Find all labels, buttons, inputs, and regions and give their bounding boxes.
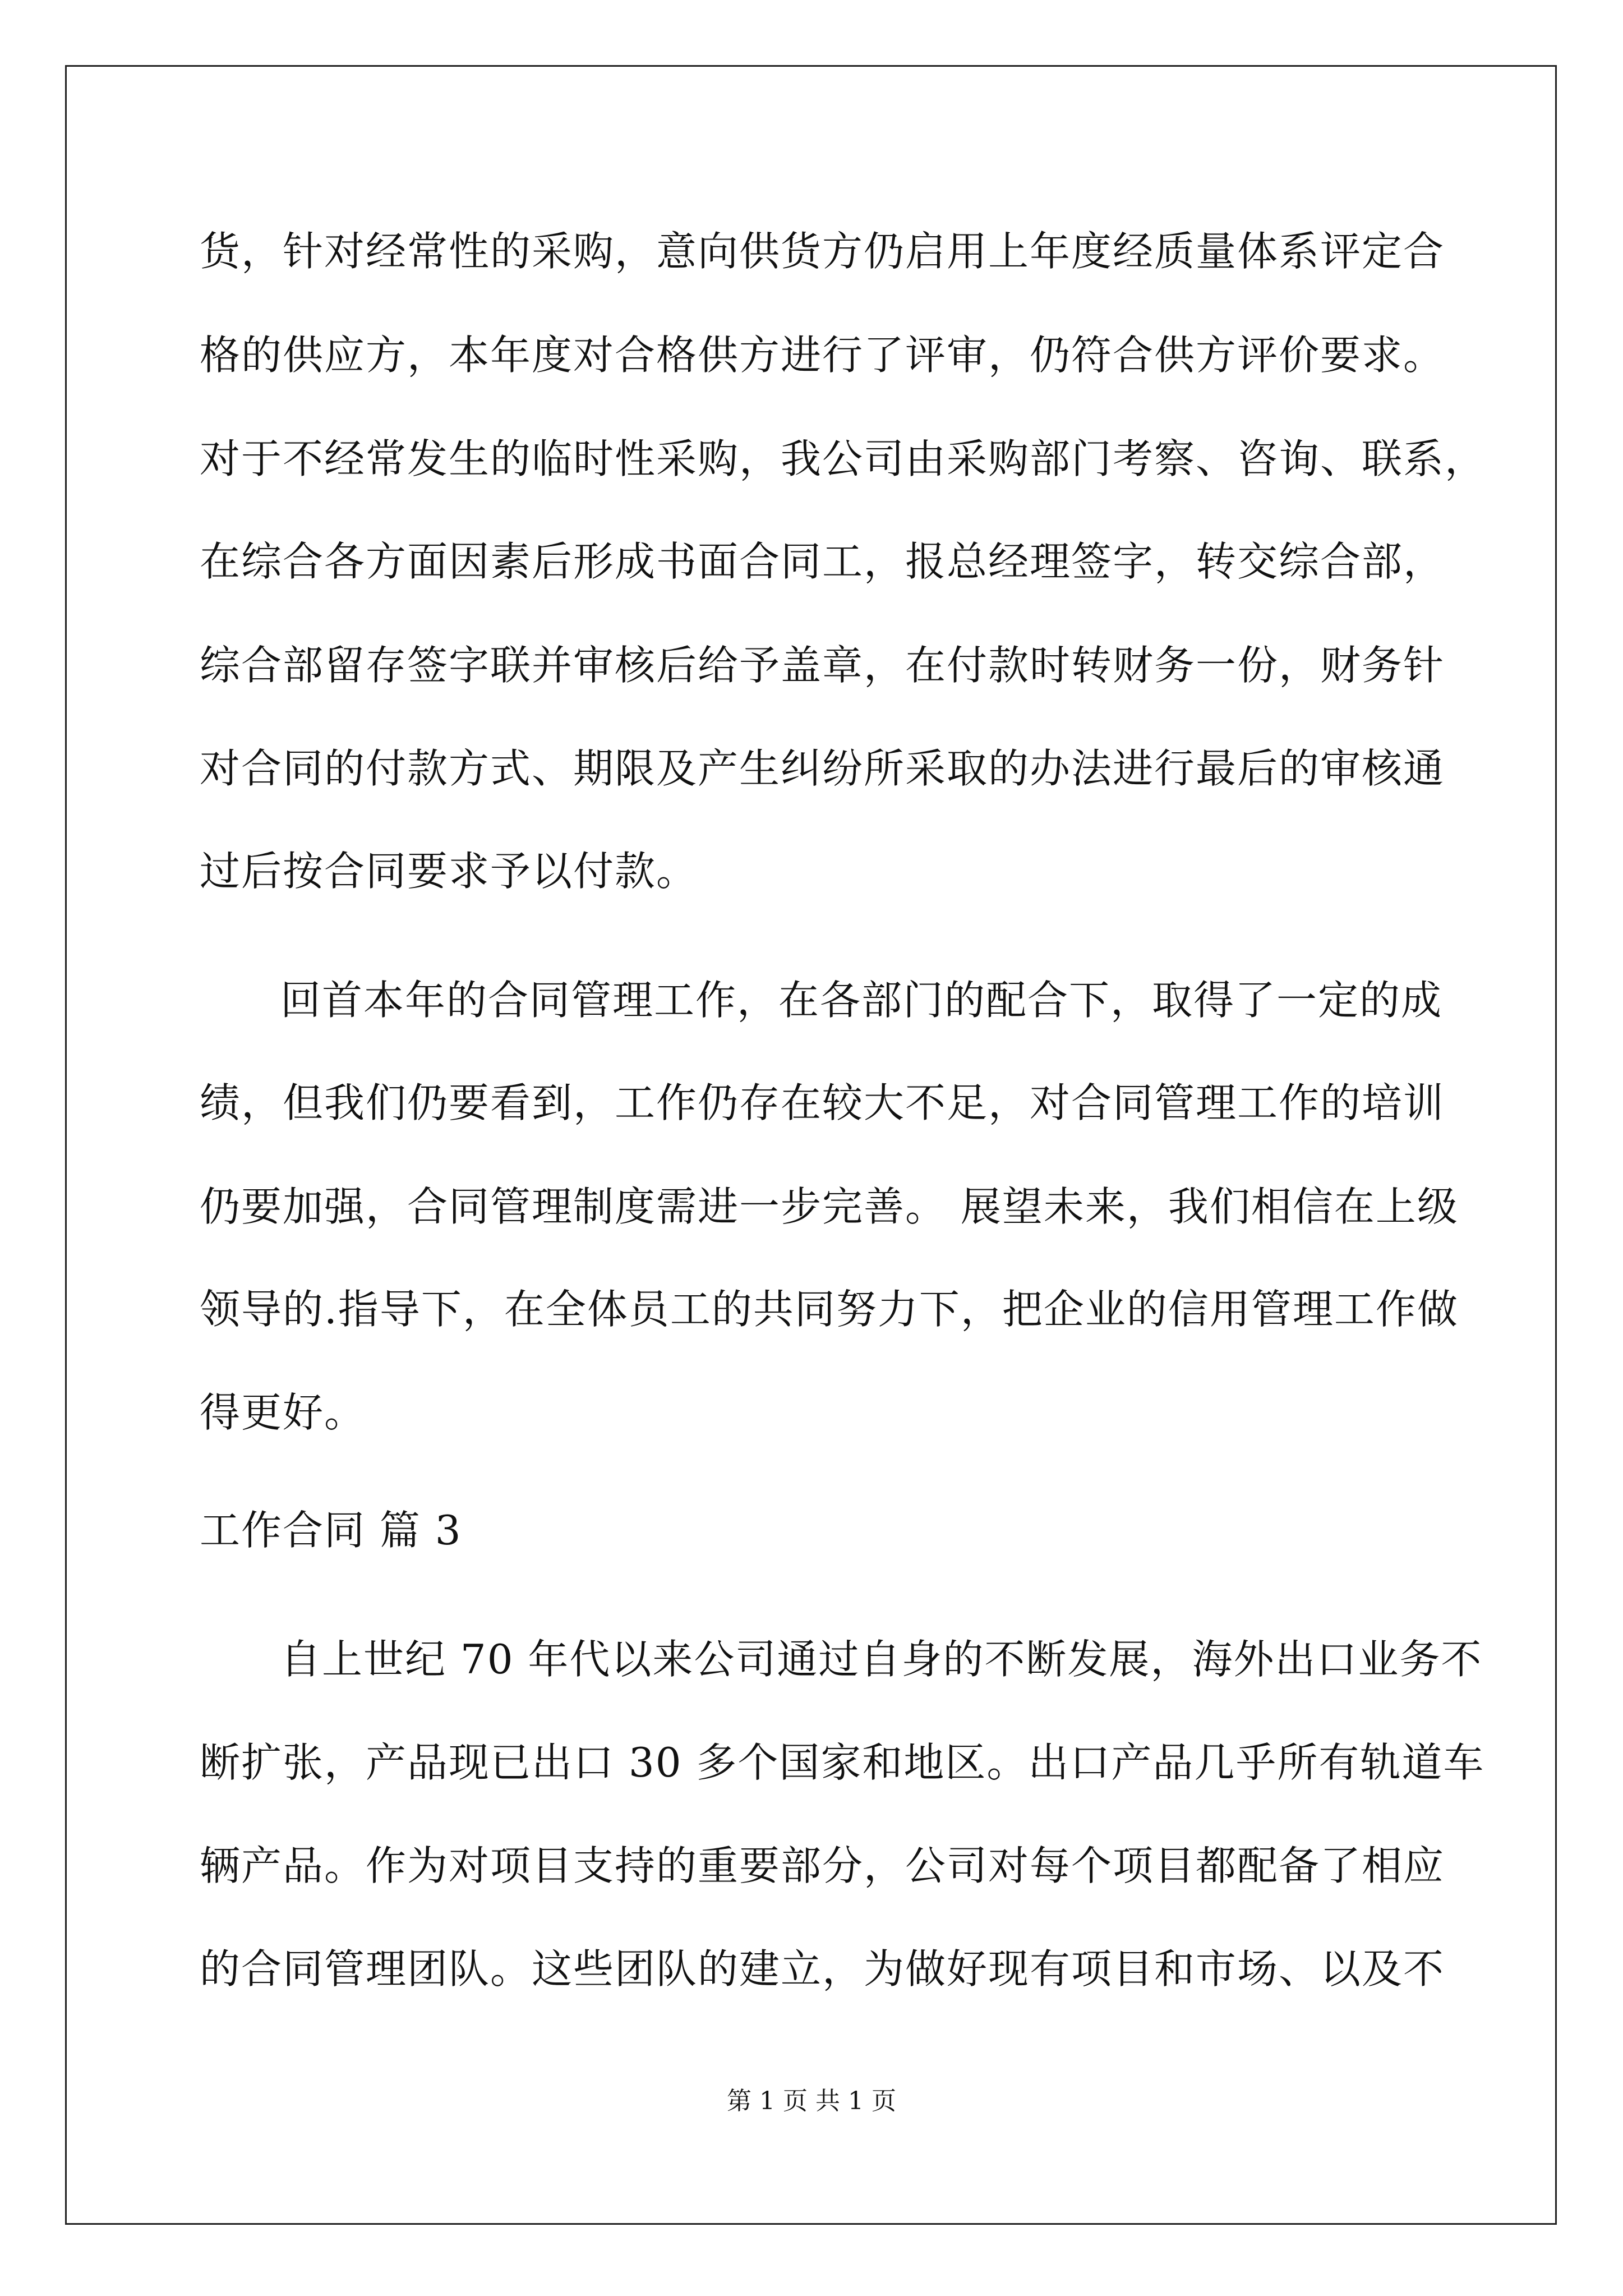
paragraph-3-line-2: 断扩张，产品现已出口 30 多个国家和地区。出口产品几乎所有轨道车 [200, 1739, 1485, 1786]
section-heading: 工作合同 篇 3 [200, 1507, 462, 1554]
paragraph-1-line-1: 货，针对经常性的采购，意向供货方仍启用上年度经质量体系评定合 [200, 228, 1445, 275]
page-footer: 第 1 页 共 1 页 [727, 2087, 896, 2115]
paragraph-2-line-2: 绩，但我们仍要看到，工作仍存在较大不足，对合同管理工作的培训 [200, 1079, 1445, 1126]
paragraph-1-line-7: 过后按合同要求予以付款。 [200, 848, 698, 895]
paragraph-2-line-4: 领导的.指导下，在全体员工的共同努力下，把企业的信用管理工作做 [200, 1286, 1459, 1333]
paragraph-2-line-1: 回首本年的合同管理工作，在各部门的配合下，取得了一定的成 [280, 977, 1443, 1024]
page-border [65, 65, 1557, 2225]
paragraph-1-line-5: 综合部留存签字联并审核后给予盖章，在付款时转财务一份，财务针 [200, 642, 1445, 689]
paragraph-2-line-5: 得更好。 [200, 1389, 366, 1436]
paragraph-1-line-2: 格的供应方，本年度对合格供方进行了评审，仍符合供方评价要求。 [200, 332, 1445, 379]
paragraph-3-line-4: 的合同管理团队。这些团队的建立，为做好现有项目和市场、以及不 [200, 1945, 1445, 1993]
paragraph-1-line-6: 对合同的付款方式、期限及产生纠纷所采取的办法进行最后的审核通 [200, 745, 1445, 792]
paragraph-3-line-1: 自上世纪 70 年代以来公司通过自身的不断发展，海外出口业务不 [280, 1636, 1483, 1683]
paragraph-1-line-3: 对于不经常发生的临时性采购，我公司由采购部门考察、咨询、联系， [200, 435, 1487, 482]
paragraph-2-line-3: 仍要加强，合同管理制度需进一步完善。 展望未来，我们相信在上级 [200, 1183, 1459, 1230]
paragraph-3-line-3: 辆产品。作为对项目支持的重要部分，公司对每个项目都配备了相应 [200, 1842, 1445, 1889]
paragraph-1-line-4: 在综合各方面因素后形成书面合同工，报总经理签字，转交综合部， [200, 538, 1445, 585]
